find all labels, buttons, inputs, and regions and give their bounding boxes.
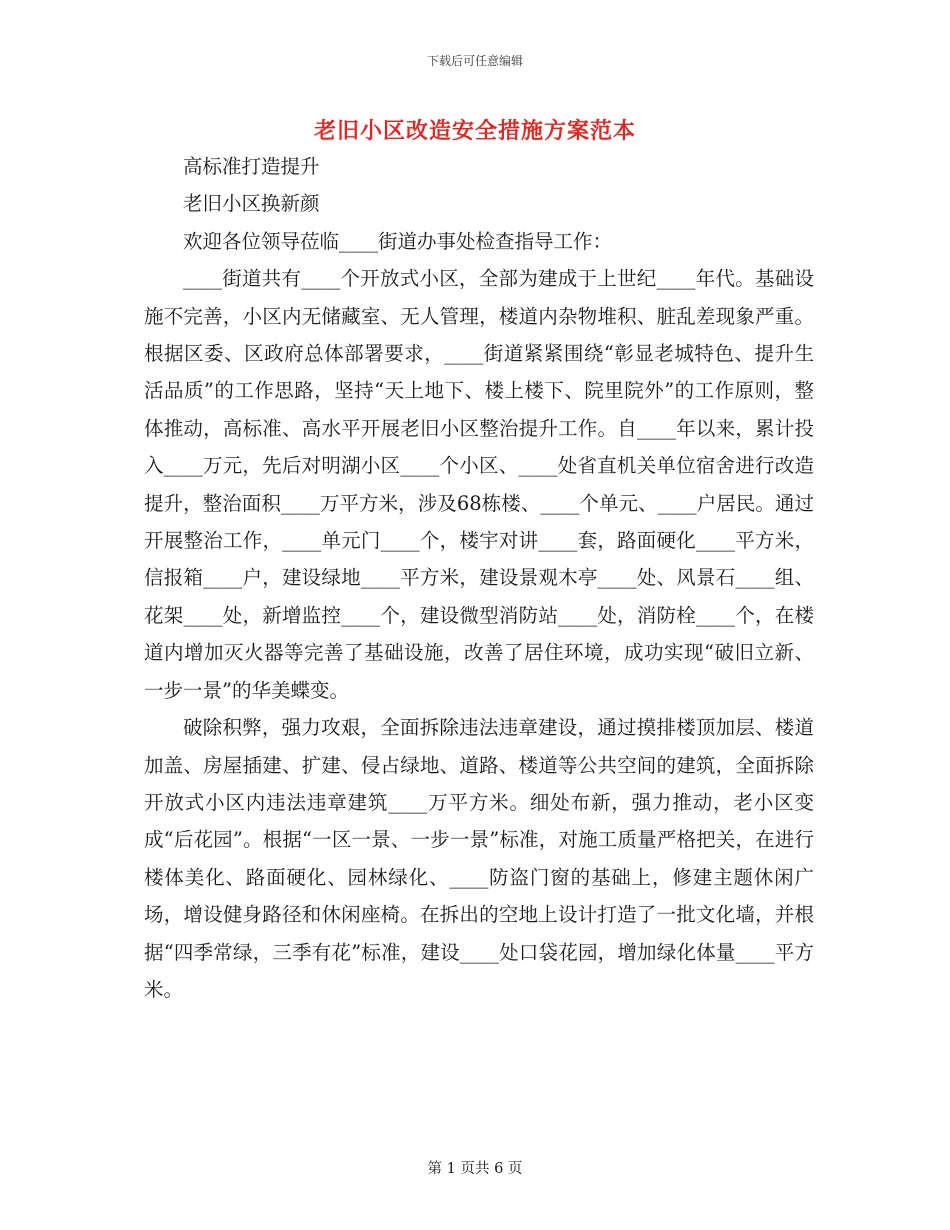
- body-paragraph-2: 破除积弊，强力攻艰，全面拆除违法违章建设，通过摸排楼顶加层、楼道加盖、房屋插建、扩建、侵占绿地、道路、楼道等公共空间的建筑，全面拆除开放式小区内违法违章建筑____万平方米。细处布新，强力推动，老小区变成“后花园”。根据“一区一景、一步一景”标准，对施工质量严格把关，在进行楼体美化、路面硬化、园林绿化、____防盗门窗的基础上，修建主题休闲广场，增设健身路径和休闲座椅。在拆出的空地上设计打造了一批文化墙，并根据“四季常绿，三季有花”标准，建设____处口袋花园，增加绿化体量____平方米。: [144, 716, 814, 1001]
- page-number: 第 1 页共 6 页: [427, 1161, 523, 1177]
- document-body: [144, 148, 814, 1008]
- document-title: 老旧小区改造安全措施方案范本: [313, 118, 636, 144]
- subtitle-line-1: 高标准打造提升: [183, 155, 320, 178]
- page-header-note: 下载后可任意编辑: [426, 54, 523, 68]
- body-paragraph-1: ____街道共有____个开放式小区，全部为建成于上世纪____年代。基础设施不完善，小区内无储藏室、无人管理，楼道内杂物堆积、脏乱差现象严重。根据区委、区政府总体部署要求，____街道紧紧围绕“彰显老城特色、提升生活品质”的工作思路，坚持“天上地下、楼上楼下、院里院外”的工作原则，整体推动，高标准、高水平开展老旧小区整治提升工作。自____年以来，累计投入____万元，先后对明湖小区____个小区、____处省直机关单位宿舍进行改造提升，整治面积____万平方米，涉及68栋楼、____个单元、____户居民。通过开展整治工作，____单元门____个，楼宇对讲____套，路面硬化____平方米，信报箱____户，建设绿地____平方米，建设景观木亭____处、风景石____组、花架____处，新增监控____个，建设微型消防站____处，消防栓____个，在楼道内增加灭火器等完善了基础设施，改善了居住环境，成功实现“破旧立新、一步一景”的华美蝶变。: [144, 267, 814, 702]
- welcome-line: 欢迎各位领导莅临____街道办事处检查指导工作：: [183, 229, 613, 253]
- subtitle-line-2: 老旧小区换新颜: [183, 192, 320, 216]
